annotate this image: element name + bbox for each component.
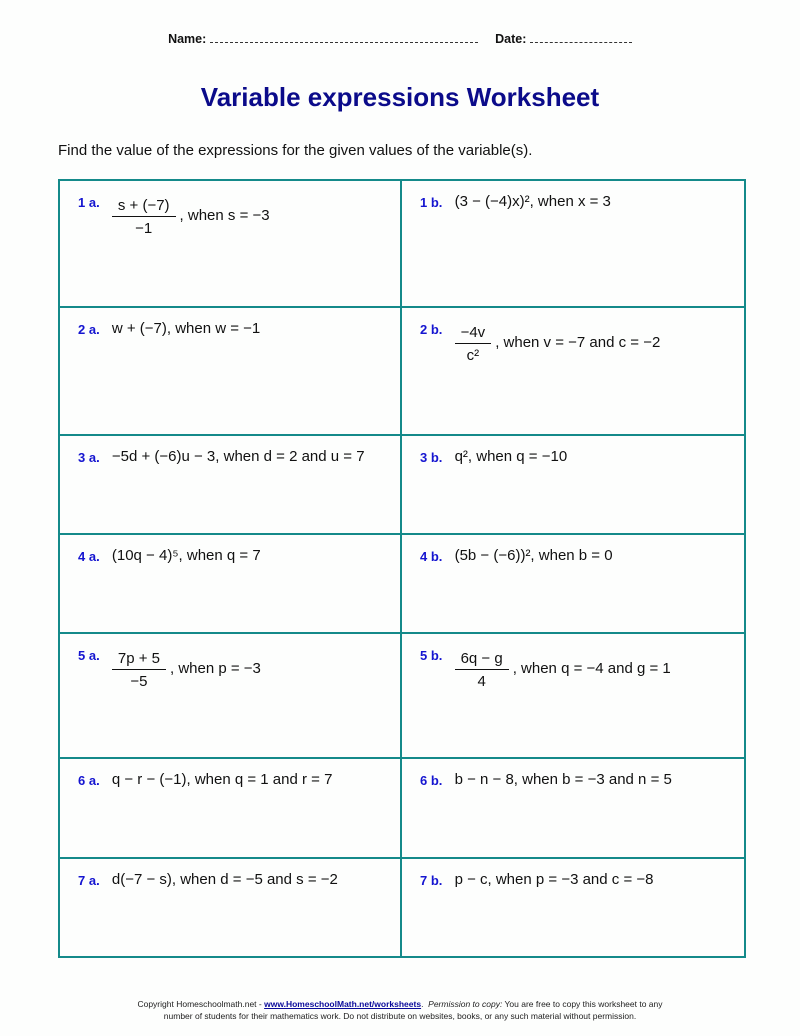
problem-cell-7a[interactable]: 7 a. d(−7 − s), when d = −5 and s = −2 xyxy=(60,859,402,956)
problem-cell-2a[interactable]: 2 a. w + (−7), when w = −1 xyxy=(60,308,402,434)
problem-row xyxy=(60,859,744,956)
date-label: Date: xyxy=(495,32,527,46)
name-field[interactable] xyxy=(210,32,478,43)
name-date-header xyxy=(0,32,800,46)
problem-row xyxy=(60,634,744,759)
problem-row xyxy=(60,535,744,634)
problem-cell-5b[interactable]: 5 b. $\frac{6q - g}{4}$ , when q = −4 and g = 1 xyxy=(420,648,671,690)
problem-cell-5a[interactable]: 5 a. $\frac{7p + 5}{-5}$ , when p = −3 xyxy=(60,634,402,757)
problem-cell-6b[interactable]: 6 b. b − n − 8, when b = −3 and n = 5 xyxy=(420,771,672,788)
page-title: Variable expressions Worksheet xyxy=(200,82,600,112)
problem-cell-3a[interactable]: 3 a. −5d + (−6)u − 3, when d = 2 and u = 7 xyxy=(60,436,402,533)
problem-cell-1b[interactable]: 1 b. (3 − (−4)x)², when x = 3 xyxy=(420,193,611,210)
name-label: Name: xyxy=(168,32,207,46)
fraction: $\frac{s + (-7)}{-1}$ xyxy=(112,197,176,237)
problem-cell-7b[interactable]: 7 b. p − c, when p = −3 and c = −8 xyxy=(420,871,654,888)
problem-cell-4b[interactable]: 4 b. (5b − (−6))², when b = 0 xyxy=(420,547,613,564)
problem-cell-2b[interactable]: 2 b. $\frac{-4v}{\text{c²}}$ , when v = −7 and c = −2 xyxy=(420,322,661,364)
fraction: $\frac{7p + 5}{-5}$ xyxy=(112,650,166,690)
footer: Copyright Homeschoolmath.net - www.HomeschoolMath.net/worksheets. Permission to copy: You are free to copy this worksheet to any number of students for their mathematics work. Do not distribute on websites, books, or any such material without permission. xyxy=(137,999,663,1021)
problem-row xyxy=(60,436,744,535)
problem-row xyxy=(60,308,744,436)
fraction: $\frac{6q - g}{4}$ xyxy=(455,650,509,690)
fraction: $\frac{-4v}{\text{c²}}$ xyxy=(455,324,492,364)
date-field[interactable] xyxy=(530,32,632,43)
problem-cell-4a[interactable]: 4 a. (10q − 4)⁵, when q = 7 xyxy=(60,535,402,632)
problem-cell-3b[interactable]: 3 b. q², when q = −10 xyxy=(420,448,568,465)
worksheets-link[interactable]: www.HomeschoolMath.net/worksheets xyxy=(264,999,422,1009)
problem-grid xyxy=(58,179,746,958)
problem-row xyxy=(60,181,744,308)
problem-cell-6a[interactable]: 6 a. q − r − (−1), when q = 1 and r = 7 xyxy=(60,759,402,857)
problem-row xyxy=(60,759,744,859)
problem-cell-1a[interactable]: 1 a. $\frac{s + (-7)}{-1}$ , when s = −3 xyxy=(60,181,402,306)
instructions: Find the value of the expressions for the given values of the variable(s). xyxy=(58,142,533,159)
